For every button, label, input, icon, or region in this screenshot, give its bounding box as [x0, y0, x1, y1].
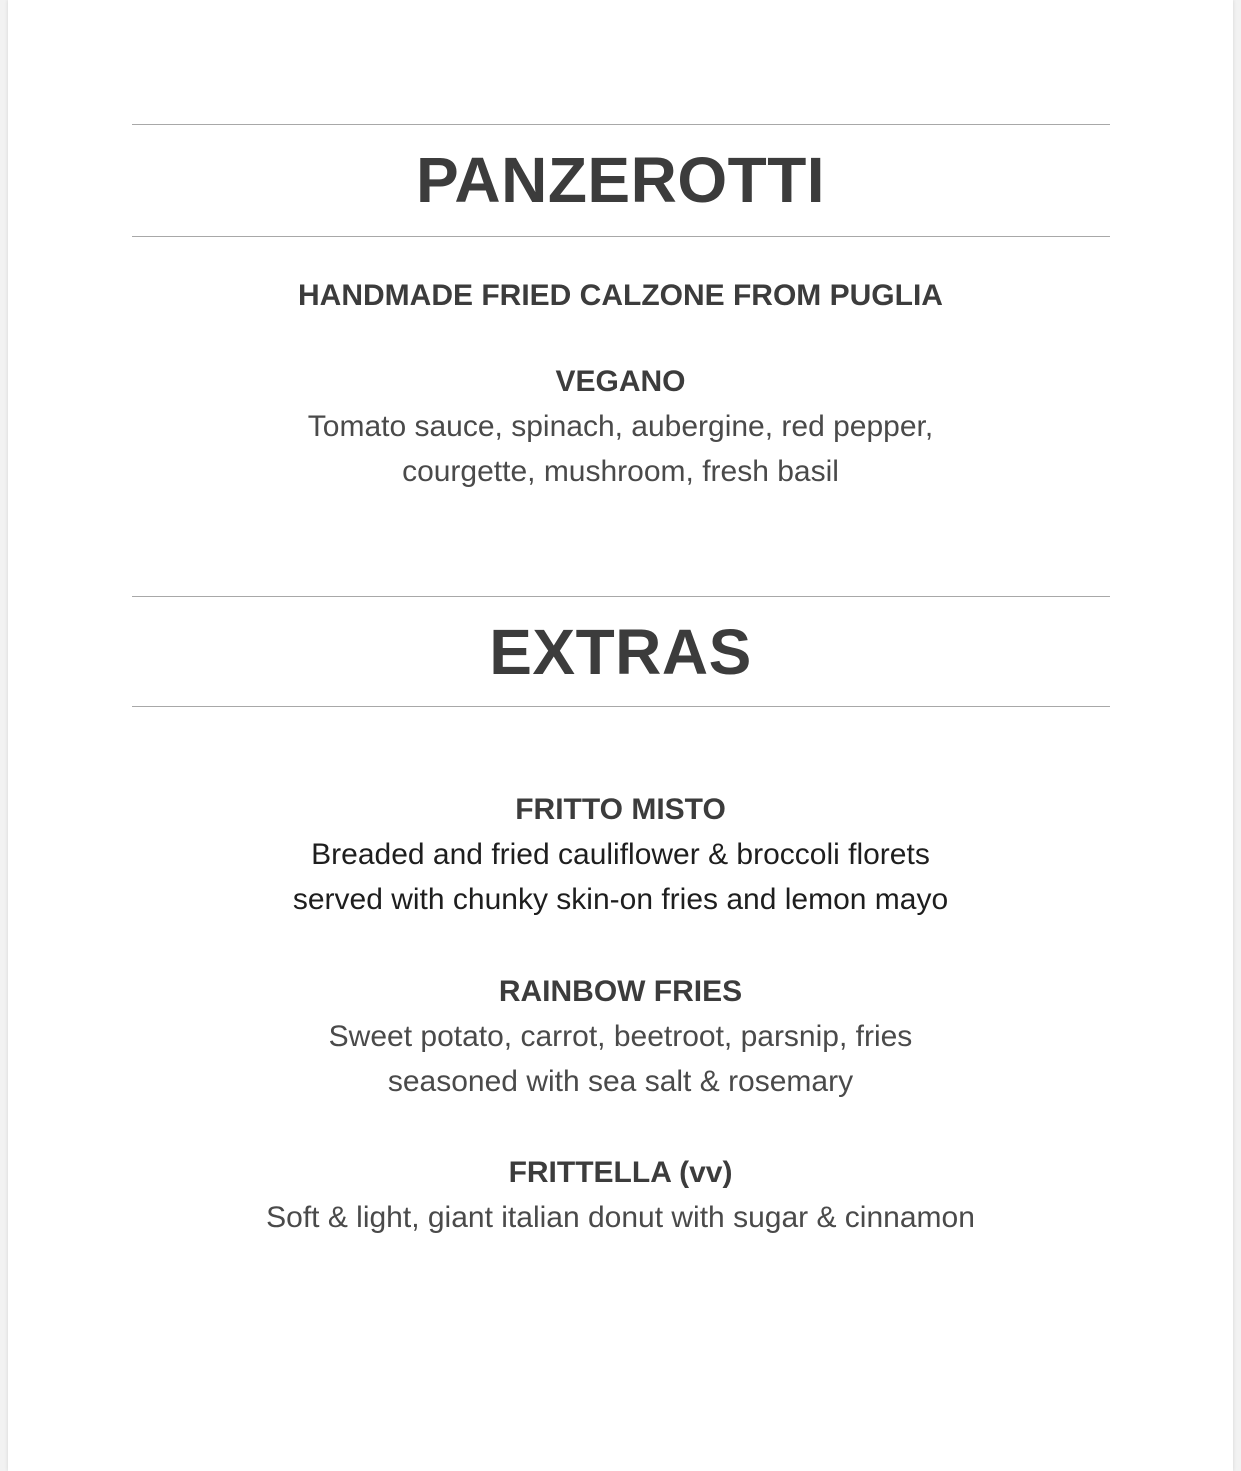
- description-line: seasoned with sea salt & rosemary: [387, 1065, 854, 1098]
- menu-item-fritto-misto: [8, 792, 1233, 922]
- title-divider: [132, 706, 1110, 707]
- section-title-panzerotti: PANZEROTTI: [415, 144, 826, 216]
- description-line: Tomato sauce, spinach, aubergine, red pepper,: [307, 410, 934, 443]
- item-name: FRITTELLA (vv): [508, 1156, 733, 1189]
- title-divider: [132, 236, 1110, 237]
- menu-item-frittella: [8, 1155, 1233, 1240]
- item-name: VEGANO: [555, 365, 686, 398]
- section-tagline: HANDMADE FRIED CALZONE FROM PUGLIA: [298, 279, 943, 312]
- item-description: [8, 1014, 1233, 1104]
- item-name: RAINBOW FRIES: [498, 975, 743, 1008]
- description-line: Breaded and fried cauliflower & broccoli florets: [311, 838, 930, 871]
- description-line: courgette, mushroom, fresh basil: [402, 455, 839, 488]
- item-description: [8, 832, 1233, 922]
- description-line: Sweet potato, carrot, beetroot, parsnip, fries: [328, 1020, 913, 1053]
- description-line: Soft & light, giant italian donut with sugar & cinnamon: [266, 1201, 975, 1234]
- menu-item-rainbow-fries: [8, 974, 1233, 1104]
- menu-item-vegano: [8, 364, 1233, 494]
- menu-page: [8, 0, 1233, 1471]
- item-description: [8, 404, 1233, 494]
- top-divider: [132, 124, 1110, 125]
- description-line: served with chunky skin-on fries and lemon mayo: [292, 883, 949, 916]
- item-name: FRITTO MISTO: [515, 793, 726, 826]
- section-divider: [132, 596, 1110, 597]
- item-description: [8, 1195, 1233, 1240]
- section-title-extras: EXTRAS: [489, 616, 752, 688]
